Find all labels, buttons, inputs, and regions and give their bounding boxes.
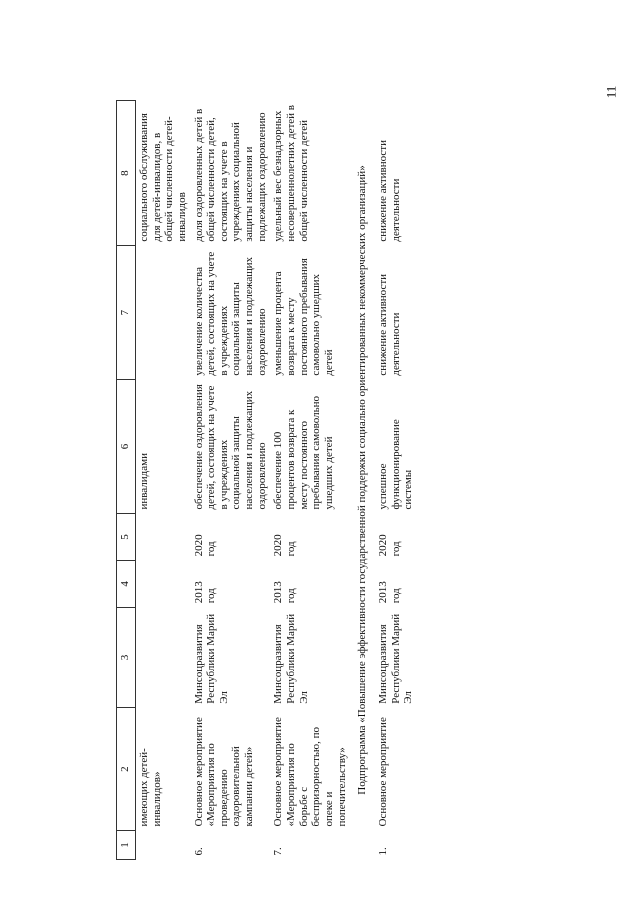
event-name: Основное мероприятие «Мероприятия по проведению оздоровительной кампании детей» bbox=[192, 717, 256, 827]
row-number: 7. bbox=[272, 847, 285, 856]
column-number-header: 4 bbox=[117, 560, 136, 607]
subprogram-row bbox=[350, 101, 375, 860]
consequence: снижение активности деятельности bbox=[376, 273, 402, 376]
consequence bbox=[136, 246, 191, 380]
executor bbox=[136, 607, 191, 707]
start-year: 2013 год bbox=[376, 581, 402, 604]
table-row bbox=[191, 101, 271, 860]
column-number-header: 1 bbox=[117, 830, 136, 859]
expected-result: инвалидами bbox=[138, 453, 150, 510]
event-name: имеющих детей-инвалидов» bbox=[138, 748, 163, 827]
column-number-header: 3 bbox=[117, 607, 136, 707]
column-number-header: 7 bbox=[117, 246, 136, 380]
column-number-header: 6 bbox=[117, 380, 136, 514]
start-year: 2013 год bbox=[272, 581, 298, 604]
expected-result: обеспечение оздоровления детей, состоящих на учете в учреждениях социальной защиты населения и подлежащих оздоровлению bbox=[192, 384, 268, 510]
indicator: снижение активности деятельности bbox=[376, 140, 402, 242]
event-name: Основное мероприятие bbox=[376, 717, 389, 827]
program-table-landscape bbox=[116, 100, 616, 860]
event-name: Основное мероприятие «Мероприятия по борьбе с беспризорностью, по опеке и попечительству» bbox=[272, 717, 348, 827]
end-year: 2020 год bbox=[376, 534, 402, 557]
subprogram-title: Подпрограмма «Повышение эффективности государственной поддержки социально ориентированных некоммерческих организаций» bbox=[356, 165, 369, 795]
row-number bbox=[136, 830, 191, 859]
row-number: 1. bbox=[376, 847, 389, 856]
consequence: уменьшение процента возврата к месту постоянного пребывания самовольно ушедших детей bbox=[272, 258, 335, 376]
start-year bbox=[136, 560, 191, 607]
table-header-row bbox=[117, 101, 136, 860]
executor: Минсоцразвития Республики Марий Эл bbox=[192, 613, 230, 704]
table-row bbox=[375, 101, 417, 860]
indicator: удельный вес безнадзорных несовершеннолетних детей в общей численности детей bbox=[272, 105, 310, 242]
page-number: 11 bbox=[603, 85, 619, 99]
expected-result: обеспечение 100 процентов возврата к месту постоянного пребывания самовольно ушедших детей bbox=[272, 396, 335, 510]
column-number-header: 2 bbox=[117, 708, 136, 831]
start-year: 2013 год bbox=[192, 581, 218, 604]
end-year bbox=[136, 514, 191, 561]
indicator: социального обслуживания для детей-инвалидов, в общей численности детей-инвалидов bbox=[138, 113, 188, 242]
indicator: доля оздоровленных детей в общей численности детей, состоящих на учете в учреждениях социальной защиты населения и подлежащих оздоровлению bbox=[192, 108, 268, 242]
end-year: 2020 год bbox=[272, 534, 298, 557]
table-row bbox=[270, 101, 350, 860]
expected-result: успешное функционирование системы bbox=[376, 419, 415, 510]
end-year: 2020 год bbox=[192, 534, 218, 557]
consequence: увеличение количества детей, состоящих на учете в учреждениях социальной защиты населения и подлежащих оздоровлению bbox=[192, 251, 268, 376]
program-table bbox=[116, 100, 417, 860]
column-number-header: 5 bbox=[117, 514, 136, 561]
table-row bbox=[136, 101, 191, 860]
column-number-header: 8 bbox=[117, 101, 136, 246]
executor: Минсоцразвития Республики Марий Эл bbox=[272, 613, 310, 704]
executor: Минсоцразвития Республики Марий Эл bbox=[376, 613, 415, 704]
row-number: 6. bbox=[192, 847, 205, 856]
